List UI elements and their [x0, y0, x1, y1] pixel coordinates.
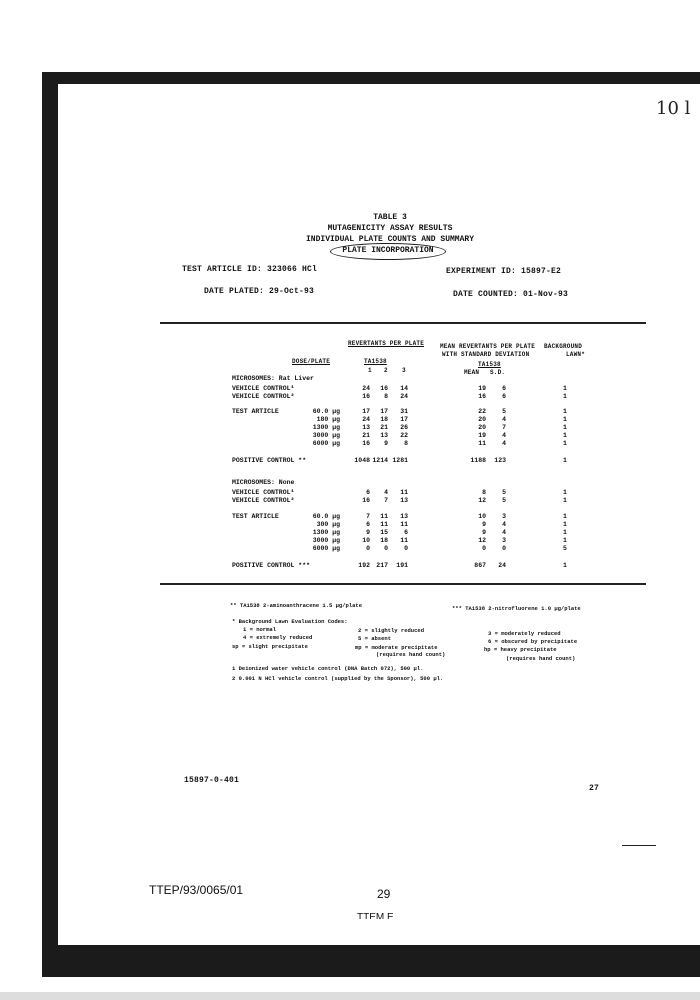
lawn-cell: 1 — [563, 440, 567, 447]
table-row — [0, 545, 700, 554]
col-plate-2: 2 — [384, 367, 388, 374]
col-lawn: LAWN* — [566, 351, 586, 358]
sd-cell: 0 — [502, 545, 506, 552]
plate-3-cell: 1281 — [392, 457, 408, 464]
row-label: VEHICLE CONTROL¹ — [232, 385, 295, 392]
lawn-cell: 1 — [563, 489, 567, 496]
date-counted: DATE COUNTED: 01-Nov-93 — [453, 290, 569, 299]
plate-1-cell: 24 — [362, 416, 370, 423]
document-page: 29 — [377, 887, 391, 901]
col-plate-3: 3 — [402, 367, 406, 374]
plate-3-cell: 14 — [400, 385, 408, 392]
plate-1-cell: 21 — [362, 432, 370, 439]
dose-cell: 1300 µg — [312, 424, 340, 431]
footnote-lawn-title: * Background Lawn Evaluation Codes: — [232, 618, 348, 625]
plate-1-cell: 16 — [362, 393, 370, 400]
table-number: TABLE 3 — [373, 213, 407, 222]
scan-edge — [0, 992, 700, 1000]
row-label: MICROSOMES: Rat Liver — [232, 375, 314, 382]
lawn-code: 4 = extremely reduced — [243, 634, 313, 641]
mean-cell: 1188 — [470, 457, 486, 464]
plate-3-cell: 8 — [404, 440, 408, 447]
col-strain-2: TA1538 — [478, 361, 501, 368]
lawn-code: sp = slight precipitate — [232, 643, 308, 650]
plate-1-cell: 24 — [362, 385, 370, 392]
row-label: POSITIVE CONTROL ** — [232, 457, 307, 464]
cut-off-text: TTEM E — [357, 912, 394, 919]
plate-2-cell: 17 — [380, 408, 388, 415]
plate-1-cell: 13 — [362, 424, 370, 431]
plate-3-cell: 17 — [400, 416, 408, 423]
col-mean-revertants: MEAN REVERTANTS PER PLATE — [440, 343, 536, 350]
plate-2-cell: 7 — [384, 497, 388, 504]
dose-cell: 3000 µg — [312, 432, 340, 439]
lawn-code: 5 = absent — [358, 635, 392, 642]
lawn-cell: 1 — [563, 521, 567, 528]
plate-3-cell: 6 — [404, 529, 408, 536]
plate-2-cell: 0 — [384, 545, 388, 552]
plate-2-cell: 15 — [380, 529, 388, 536]
lawn-cell: 1 — [563, 408, 567, 415]
plate-2-cell: 9 — [384, 440, 388, 447]
page-number: 27 — [589, 784, 600, 793]
plate-3-cell: 26 — [400, 424, 408, 431]
rule-top — [160, 322, 646, 324]
sd-cell: 6 — [502, 385, 506, 392]
row-label: TEST ARTICLE — [232, 513, 279, 520]
mean-cell: 8 — [482, 489, 486, 496]
plate-3-cell: 11 — [400, 489, 408, 496]
dose-cell: 1300 µg — [312, 529, 340, 536]
row-label: VEHICLE CONTROL² — [232, 497, 295, 504]
scan-border-top — [50, 72, 700, 84]
row-label: POSITIVE CONTROL *** — [232, 562, 311, 569]
plate-2-cell: 16 — [380, 385, 388, 392]
mean-cell: 9 — [482, 521, 486, 528]
sd-cell: 5 — [502, 497, 506, 504]
sd-cell: 4 — [502, 440, 506, 447]
lawn-cell: 1 — [563, 385, 567, 392]
document-id: TTEP/93/0065/01 — [149, 883, 244, 897]
lawn-cell: 1 — [563, 416, 567, 423]
mean-cell: 12 — [478, 537, 486, 544]
sd-cell: 6 — [502, 393, 506, 400]
col-background: BACKGROUND — [544, 343, 583, 350]
lawn-code: hp = heavy precipitate — [484, 646, 557, 653]
col-with-sd: WITH STANDARD DEVIATION — [442, 351, 530, 358]
table-row — [0, 393, 700, 402]
plate-1-cell: 6 — [366, 521, 370, 528]
row-label: MICROSOMES: None — [232, 479, 295, 486]
date-plated: DATE PLATED: 29-Oct-93 — [204, 287, 315, 296]
lawn-cell: 1 — [563, 513, 567, 520]
plate-1-cell: 1048 — [354, 457, 370, 464]
lawn-cell: 1 — [563, 432, 567, 439]
mean-cell: 9 — [482, 529, 486, 536]
plate-1-cell: 9 — [366, 529, 370, 536]
sd-cell: 5 — [502, 489, 506, 496]
plate-2-cell: 217 — [376, 562, 388, 569]
footnote-vehicle-2: 2 0.001 N HCl vehicle control (supplied by the Sponsor), 500 µl. — [232, 675, 444, 682]
mean-cell: 16 — [478, 393, 486, 400]
page-code: 15897-0-401 — [184, 776, 240, 785]
table-row — [0, 497, 700, 506]
plate-2-cell: 18 — [380, 537, 388, 544]
plate-3-cell: 31 — [400, 408, 408, 415]
plate-3-cell: 13 — [400, 513, 408, 520]
footnote-positive-2: *** TA1538 2-nitrofluorene 1.0 µg/plate — [452, 605, 581, 612]
mean-cell: 19 — [478, 432, 486, 439]
mean-cell: 10 — [478, 513, 486, 520]
sd-cell: 5 — [502, 408, 506, 415]
lawn-cell: 1 — [563, 529, 567, 536]
lawn-code: 6 = obscured by precipitate — [488, 638, 578, 645]
mean-cell: 20 — [478, 424, 486, 431]
sd-cell: 24 — [498, 562, 506, 569]
lawn-code: 3 = moderately reduced — [488, 630, 561, 637]
mean-cell: 22 — [478, 408, 486, 415]
mean-cell: 20 — [478, 416, 486, 423]
plate-3-cell: 11 — [400, 521, 408, 528]
dose-cell: 60.0 µg — [312, 408, 340, 415]
handwritten-note: 10 ⅼ — [656, 98, 691, 119]
lawn-code: (requires hand count) — [506, 655, 576, 662]
sd-cell: 4 — [502, 432, 506, 439]
sd-cell: 4 — [502, 416, 506, 423]
row-label: VEHICLE CONTROL² — [232, 393, 295, 400]
table-row — [0, 562, 700, 571]
plate-1-cell: 6 — [366, 489, 370, 496]
mean-cell: 0 — [482, 545, 486, 552]
row-label: VEHICLE CONTROL¹ — [232, 489, 295, 496]
lawn-code: (requires hand count) — [376, 651, 446, 658]
col-plate-1: 1 — [368, 367, 372, 374]
footnote-positive-1: ** TA1538 2-aminoanthracene 1.5 µg/plate — [230, 602, 363, 609]
lawn-code: mp = moderate precipitate — [355, 644, 438, 651]
plate-2-cell: 11 — [380, 513, 388, 520]
lawn-cell: 1 — [563, 562, 567, 569]
lawn-cell: 1 — [563, 457, 567, 464]
lawn-code: 1 = normal — [243, 626, 277, 633]
mean-cell: 19 — [478, 385, 486, 392]
row-label: TEST ARTICLE — [232, 408, 279, 415]
plate-3-cell: 11 — [400, 537, 408, 544]
plate-2-cell: 18 — [380, 416, 388, 423]
method-label: PLATE INCORPORATION — [342, 246, 434, 255]
plate-3-cell: 13 — [400, 497, 408, 504]
plate-1-cell: 16 — [362, 440, 370, 447]
plate-1-cell: 0 — [366, 545, 370, 552]
plate-2-cell: 13 — [380, 432, 388, 439]
lawn-cell: 1 — [563, 537, 567, 544]
col-revertants: REVERTANTS PER PLATE — [348, 340, 425, 347]
plate-2-cell: 1214 — [372, 457, 388, 464]
sd-cell: 3 — [502, 537, 506, 544]
dose-cell: 3000 µg — [312, 537, 340, 544]
test-article-id: TEST ARTICLE ID: 323066 HCl — [182, 265, 318, 274]
sd-cell: 3 — [502, 513, 506, 520]
scan-border-bottom — [42, 945, 700, 977]
plate-1-cell: 10 — [362, 537, 370, 544]
dose-cell: 60.0 µg — [312, 513, 340, 520]
col-mean: MEAN — [464, 369, 480, 376]
plate-1-cell: 192 — [358, 562, 370, 569]
plate-1-cell: 7 — [366, 513, 370, 520]
lawn-cell: 1 — [563, 497, 567, 504]
plate-3-cell: 22 — [400, 432, 408, 439]
col-sd: S.D. — [490, 369, 506, 376]
stray-mark — [622, 845, 656, 846]
mean-cell: 867 — [474, 562, 486, 569]
table-subtitle: INDIVIDUAL PLATE COUNTS AND SUMMARY — [305, 235, 475, 244]
sd-cell: 7 — [502, 424, 506, 431]
col-dose: DOSE/PLATE — [292, 358, 331, 365]
plate-2-cell: 11 — [380, 521, 388, 528]
sd-cell: 123 — [494, 457, 506, 464]
rule-bottom — [160, 583, 646, 585]
table-title: MUTAGENICITY ASSAY RESULTS — [327, 224, 453, 233]
dose-cell: 180 µg — [316, 416, 340, 423]
table-row — [0, 375, 700, 384]
lawn-cell: 1 — [563, 393, 567, 400]
sd-cell: 4 — [502, 529, 506, 536]
lawn-cell: 5 — [563, 545, 567, 552]
footnote-vehicle-1: 1 Deionized water vehicle control (DNA Batch 072), 500 µl. — [232, 665, 424, 672]
plate-2-cell: 8 — [384, 393, 388, 400]
plate-1-cell: 17 — [362, 408, 370, 415]
table-row — [0, 440, 700, 449]
plate-3-cell: 24 — [400, 393, 408, 400]
plate-2-cell: 21 — [380, 424, 388, 431]
dose-cell: 6000 µg — [312, 545, 340, 552]
plate-2-cell: 4 — [384, 489, 388, 496]
dose-cell: 6000 µg — [312, 440, 340, 447]
mean-cell: 12 — [478, 497, 486, 504]
table-row — [0, 457, 700, 466]
plate-3-cell: 0 — [404, 545, 408, 552]
experiment-id: EXPERIMENT ID: 15897-E2 — [446, 267, 562, 276]
col-strain: TA1538 — [364, 358, 387, 365]
mean-cell: 11 — [478, 440, 486, 447]
lawn-cell: 1 — [563, 424, 567, 431]
lawn-code: 2 = slightly reduced — [358, 627, 425, 634]
dose-cell: 300 µg — [316, 521, 340, 528]
table-row — [0, 479, 700, 488]
plate-1-cell: 16 — [362, 497, 370, 504]
sd-cell: 4 — [502, 521, 506, 528]
plate-3-cell: 191 — [396, 562, 408, 569]
